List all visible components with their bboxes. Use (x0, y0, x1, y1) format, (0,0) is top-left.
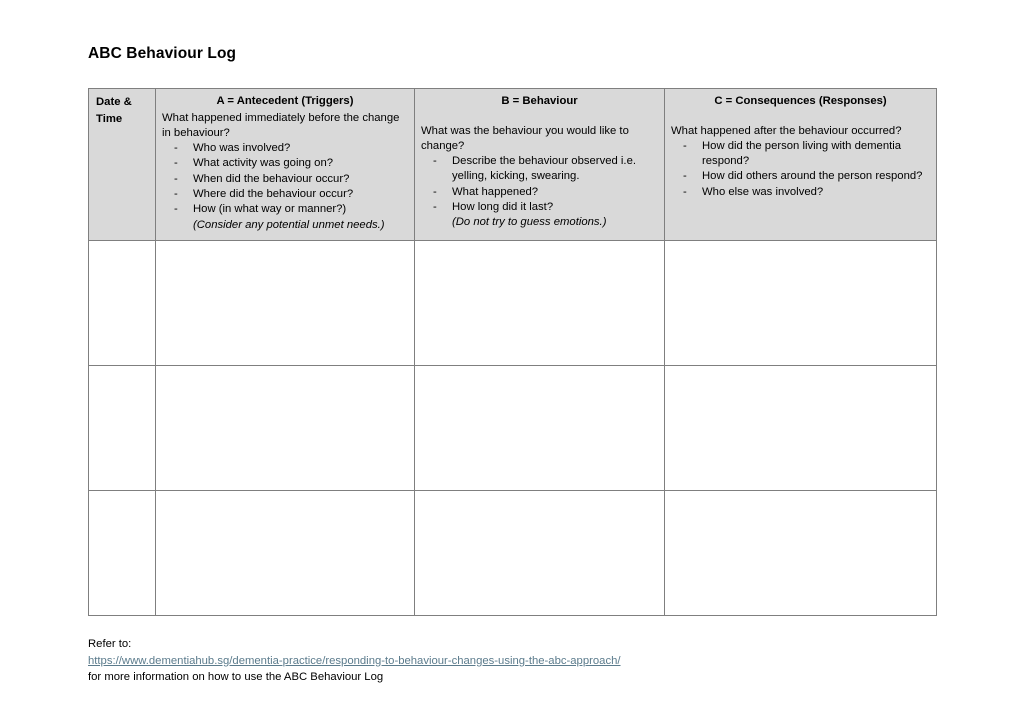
table-row (89, 240, 937, 365)
dash-bullet-icon: - (683, 139, 687, 152)
list-item-label: How (in what way or manner?) (193, 203, 347, 216)
dash-bullet-icon: - (433, 200, 437, 213)
list-item-label: How did others around the person respond? (702, 170, 923, 183)
cell-antecedent[interactable] (156, 240, 415, 365)
list-item-label: What activity was going on? (193, 157, 334, 170)
dash-bullet-icon: - (174, 157, 178, 170)
list-item (671, 139, 930, 170)
list-item (671, 169, 930, 184)
table-row (89, 365, 937, 490)
header-intro-consequences: What happened after the behaviour occurred? (671, 124, 902, 137)
table-header-row (89, 89, 937, 241)
dash-bullet-icon: - (174, 142, 178, 155)
footer-reference (88, 636, 888, 686)
dash-bullet-icon: - (174, 172, 178, 185)
reference-link[interactable]: https://www.dementiahub.sg/dementia-practice/responding-to-behaviour-changes-using-the-abc-approach/ (88, 654, 621, 667)
list-item (162, 172, 408, 187)
header-intro-behaviour: What was the behaviour you would like to change? (421, 124, 629, 152)
header-note-behaviour: (Do not try to guess emotions.) (452, 216, 607, 229)
cell-antecedent[interactable] (156, 490, 415, 615)
cell-behaviour[interactable] (415, 490, 665, 615)
cell-consequences[interactable] (665, 365, 937, 490)
cell-consequences[interactable] (665, 490, 937, 615)
header-bullets-behaviour (421, 154, 658, 215)
cell-date-time[interactable] (89, 365, 156, 490)
dash-bullet-icon: - (174, 187, 178, 200)
header-title-behaviour: B = Behaviour (501, 95, 578, 107)
dash-bullet-icon: - (433, 185, 437, 198)
cell-behaviour[interactable] (415, 240, 665, 365)
footer-refer-label: Refer to: (88, 638, 132, 650)
header-intro-antecedent: What happened immediately before the change in behaviour? (162, 111, 400, 139)
dash-bullet-icon: - (174, 203, 178, 216)
header-cell-antecedent (156, 89, 415, 241)
list-item-label: Describe the behaviour observed i.e. yelling, kicking, swearing. (452, 155, 636, 183)
header-note-antecedent: (Consider any potential unmet needs.) (193, 218, 385, 231)
table-row (89, 490, 937, 615)
header-title-consequences: C = Consequences (Responses) (714, 95, 887, 107)
dash-bullet-icon: - (683, 170, 687, 183)
header-cell-behaviour (415, 89, 665, 241)
header-cell-date-time (89, 89, 156, 241)
list-item-label: What happened? (452, 185, 539, 198)
list-item-label: When did the behaviour occur? (193, 172, 350, 185)
dash-bullet-icon: - (433, 155, 437, 168)
page-title: ABC Behaviour Log (88, 45, 237, 62)
list-item (162, 156, 408, 171)
list-item-label: How did the person living with dementia respond? (702, 139, 902, 168)
header-bullets-consequences (671, 139, 930, 200)
list-item (421, 154, 658, 185)
list-item (162, 202, 408, 217)
header-title-antecedent: A = Antecedent (Triggers) (216, 95, 354, 107)
header-cell-consequences (665, 89, 937, 241)
list-item (162, 141, 408, 156)
abc-behaviour-log-table (88, 88, 937, 616)
list-item-label: Where did the behaviour occur? (193, 187, 354, 200)
dash-bullet-icon: - (683, 185, 687, 198)
list-item (421, 200, 658, 215)
list-item (162, 187, 408, 202)
list-item-label: Who else was involved? (702, 185, 824, 198)
footer-trailing-text: for more information on how to use the ABC Behaviour Log (88, 671, 384, 684)
header-bullets-antecedent (162, 141, 408, 217)
cell-date-time[interactable] (89, 490, 156, 615)
cell-consequences[interactable] (665, 240, 937, 365)
header-title-date-time: Date & Time (96, 96, 132, 125)
list-item-label: Who was involved? (193, 142, 291, 155)
cell-date-time[interactable] (89, 240, 156, 365)
list-item (421, 185, 658, 200)
list-item-label: How long did it last? (452, 200, 554, 213)
cell-behaviour[interactable] (415, 365, 665, 490)
list-item (671, 185, 930, 200)
cell-antecedent[interactable] (156, 365, 415, 490)
